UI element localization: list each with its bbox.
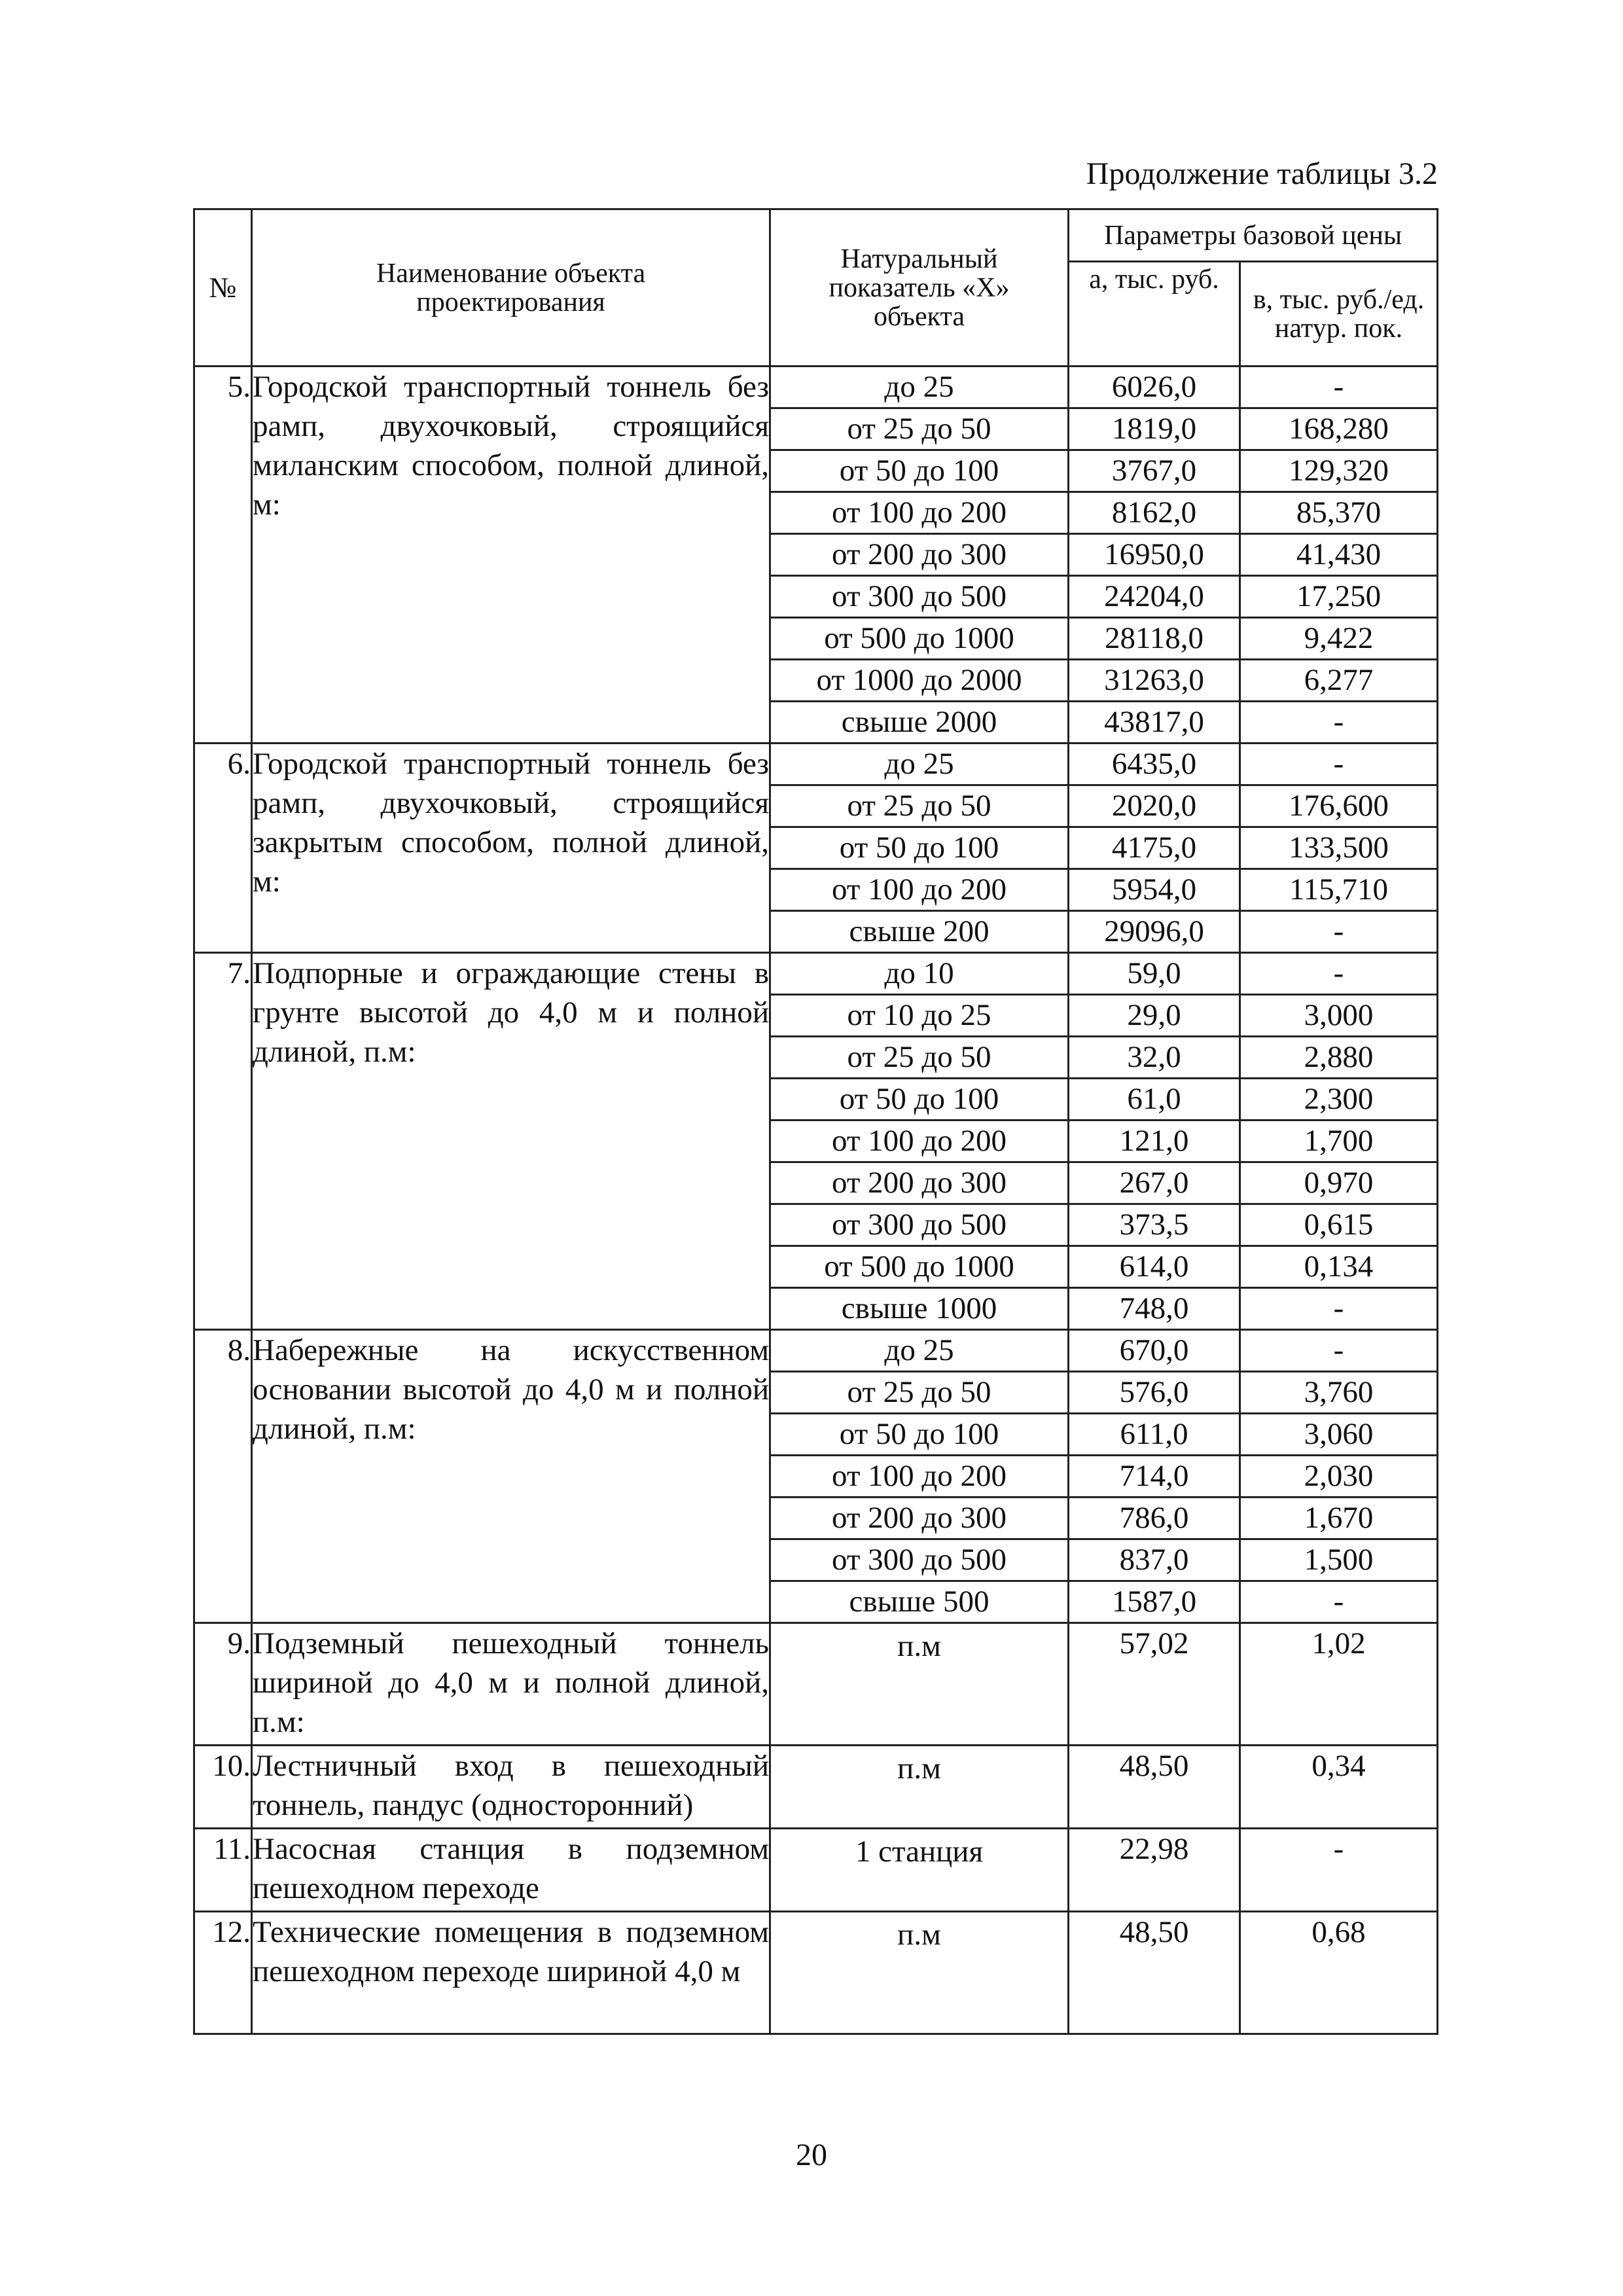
item-name (252, 1623, 770, 1746)
param-b-value: 6,277 (1240, 660, 1438, 702)
table-row (194, 1912, 1438, 2034)
indicator-unit: п.м (770, 1746, 1069, 1829)
param-a-value: 24204,0 (1069, 576, 1240, 618)
table-row (194, 1746, 1438, 1829)
indicator-range: от 50 до 100 (770, 1414, 1069, 1456)
item-number: 11. (194, 1829, 252, 1912)
indicator-range: от 10 до 25 (770, 995, 1069, 1037)
param-b-value: - (1240, 744, 1438, 785)
param-b-value: 1,500 (1240, 1539, 1438, 1581)
param-b-value: - (1240, 702, 1438, 744)
param-b-value: 168,280 (1240, 408, 1438, 450)
param-b-value: 9,422 (1240, 618, 1438, 660)
param-a-value: 3767,0 (1069, 450, 1240, 492)
item-name (252, 1746, 770, 1829)
param-b-value: 0,970 (1240, 1162, 1438, 1204)
param-a-value: 22,98 (1069, 1829, 1240, 1912)
param-b-value: 1,670 (1240, 1498, 1438, 1539)
param-b-value: 0,134 (1240, 1246, 1438, 1288)
item-name (252, 1330, 770, 1623)
item-name-text: Подземный пешеходный тоннель шириной до 4,0 м и полной длиной, п.м: (253, 1626, 769, 1739)
param-b-value: 2,300 (1240, 1079, 1438, 1121)
indicator-range: от 50 до 100 (770, 1079, 1069, 1121)
indicator-range: от 25 до 50 (770, 1372, 1069, 1414)
indicator-unit: п.м (770, 1912, 1069, 2034)
param-a-value: 43817,0 (1069, 702, 1240, 744)
param-a-value: 611,0 (1069, 1414, 1240, 1456)
param-b-value: - (1240, 911, 1438, 953)
item-number: 7. (194, 953, 252, 1330)
param-b-value: - (1240, 1330, 1438, 1372)
indicator-range: от 200 до 300 (770, 1162, 1069, 1204)
indicator-range: до 25 (770, 1330, 1069, 1372)
item-name (252, 953, 770, 1330)
param-a-value: 28118,0 (1069, 618, 1240, 660)
indicator-range: до 25 (770, 367, 1069, 408)
table-row (194, 367, 1438, 408)
indicator-range: от 300 до 500 (770, 576, 1069, 618)
param-b-value: - (1240, 1581, 1438, 1623)
param-a-value: 48,50 (1069, 1746, 1240, 1829)
param-b-value: 3,060 (1240, 1414, 1438, 1456)
param-a-value: 786,0 (1069, 1498, 1240, 1539)
param-a-value: 8162,0 (1069, 492, 1240, 534)
param-a-value: 4175,0 (1069, 827, 1240, 869)
indicator-range: от 500 до 1000 (770, 618, 1069, 660)
param-b-value: 85,370 (1240, 492, 1438, 534)
table-caption: Продолжение таблицы 3.2 (1086, 156, 1438, 191)
item-name-text: Городской транспортный тоннель без рамп, двухочковый, строящийся миланским способом, полной длиной, м: (253, 370, 769, 522)
indicator-range: до 10 (770, 953, 1069, 995)
indicator-range: свыше 500 (770, 1581, 1069, 1623)
item-number: 8. (194, 1330, 252, 1623)
header-b: в, тыс. руб./ед. натур. пок. (1240, 262, 1438, 367)
table-row (194, 1330, 1438, 1372)
indicator-range: до 25 (770, 744, 1069, 785)
param-b-value: 1,700 (1240, 1121, 1438, 1162)
param-b-value: 176,600 (1240, 785, 1438, 827)
param-a-value: 5954,0 (1069, 869, 1240, 911)
param-b-value: 0,68 (1240, 1912, 1438, 2034)
param-a-value: 714,0 (1069, 1456, 1240, 1498)
header-params: Параметры базовой цены (1069, 209, 1438, 262)
param-b-value: 129,320 (1240, 450, 1438, 492)
param-b-value: 2,030 (1240, 1456, 1438, 1498)
indicator-range: от 500 до 1000 (770, 1246, 1069, 1288)
param-b-value: 2,880 (1240, 1037, 1438, 1079)
item-name-text: Подпорные и ограждающие стены в грунте высотой до 4,0 м и полной длиной, п.м: (253, 956, 769, 1069)
item-name-text: Набережные на искусственном основании высотой до 4,0 м и полной длиной, п.м: (253, 1333, 769, 1446)
indicator-range: от 100 до 200 (770, 1456, 1069, 1498)
indicator-range: от 50 до 100 (770, 450, 1069, 492)
indicator-range: от 100 до 200 (770, 1121, 1069, 1162)
indicator-range: от 25 до 50 (770, 785, 1069, 827)
param-b-value: 1,02 (1240, 1623, 1438, 1746)
item-number: 9. (194, 1623, 252, 1746)
item-number: 10. (194, 1746, 252, 1829)
param-a-value: 29,0 (1069, 995, 1240, 1037)
indicator-range: от 50 до 100 (770, 827, 1069, 869)
table-row (194, 744, 1438, 785)
param-b-value: 3,760 (1240, 1372, 1438, 1414)
item-name-text: Лестничный вход в пешеходный тоннель, пандус (односторонний) (253, 1749, 769, 1822)
page-number: 20 (796, 2138, 827, 2172)
indicator-range: от 1000 до 2000 (770, 660, 1069, 702)
item-name (252, 1912, 770, 2034)
param-a-value: 61,0 (1069, 1079, 1240, 1121)
item-name (252, 1829, 770, 1912)
param-a-value: 29096,0 (1069, 911, 1240, 953)
param-a-value: 267,0 (1069, 1162, 1240, 1204)
item-number: 6. (194, 744, 252, 953)
param-a-value: 1819,0 (1069, 408, 1240, 450)
param-b-value: 133,500 (1240, 827, 1438, 869)
item-number: 12. (194, 1912, 252, 2034)
item-name (252, 367, 770, 744)
param-a-value: 1587,0 (1069, 1581, 1240, 1623)
item-number: 5. (194, 367, 252, 744)
indicator-range: от 25 до 50 (770, 1037, 1069, 1079)
price-table (193, 208, 1438, 2035)
indicator-range: от 300 до 500 (770, 1204, 1069, 1246)
param-b-value: - (1240, 953, 1438, 995)
param-b-value: - (1240, 367, 1438, 408)
param-a-value: 6435,0 (1069, 744, 1240, 785)
indicator-range: от 100 до 200 (770, 869, 1069, 911)
item-name-text: Технические помещения в подземном пешеходном переходе шириной 4,0 м (253, 1915, 769, 1988)
indicator-range: от 200 до 300 (770, 534, 1069, 576)
indicator-unit: п.м (770, 1623, 1069, 1746)
param-a-value: 576,0 (1069, 1372, 1240, 1414)
indicator-range: свыше 200 (770, 911, 1069, 953)
param-a-value: 2020,0 (1069, 785, 1240, 827)
table-row (194, 953, 1438, 995)
param-a-value: 16950,0 (1069, 534, 1240, 576)
param-a-value: 32,0 (1069, 1037, 1240, 1079)
item-name (252, 744, 770, 953)
param-a-value: 837,0 (1069, 1539, 1240, 1581)
table-row (194, 1829, 1438, 1912)
param-a-value: 31263,0 (1069, 660, 1240, 702)
item-name-text: Насосная станция в подземном пешеходном переходе (253, 1832, 769, 1905)
param-b-value: 41,430 (1240, 534, 1438, 576)
param-b-value: 0,34 (1240, 1746, 1438, 1829)
param-a-value: 6026,0 (1069, 367, 1240, 408)
indicator-range: от 25 до 50 (770, 408, 1069, 450)
table-row (194, 1623, 1438, 1746)
indicator-range: свыше 1000 (770, 1288, 1069, 1330)
indicator-range: свыше 2000 (770, 702, 1069, 744)
param-a-value: 373,5 (1069, 1204, 1240, 1246)
param-b-value: - (1240, 1829, 1438, 1912)
header-indicator: Натуральный показатель «Х» объекта (770, 209, 1069, 367)
param-a-value: 121,0 (1069, 1121, 1240, 1162)
header-a: а, тыс. руб. (1069, 262, 1240, 367)
param-b-value: 3,000 (1240, 995, 1438, 1037)
param-a-value: 670,0 (1069, 1330, 1240, 1372)
item-name-text: Городской транспортный тоннель без рамп, двухочковый, строящийся закрытым способом, полной длиной, м: (253, 747, 769, 899)
indicator-range: от 300 до 500 (770, 1539, 1069, 1581)
param-a-value: 614,0 (1069, 1246, 1240, 1288)
param-b-value: 17,250 (1240, 576, 1438, 618)
header-name: Наименование объекта проектирования (252, 209, 770, 367)
param-a-value: 748,0 (1069, 1288, 1240, 1330)
param-b-value: 115,710 (1240, 869, 1438, 911)
param-b-value: 0,615 (1240, 1204, 1438, 1246)
header-no: № (194, 209, 252, 367)
indicator-range: от 100 до 200 (770, 492, 1069, 534)
indicator-unit: 1 станция (770, 1829, 1069, 1912)
param-a-value: 59,0 (1069, 953, 1240, 995)
param-b-value: - (1240, 1288, 1438, 1330)
param-a-value: 48,50 (1069, 1912, 1240, 2034)
indicator-range: от 200 до 300 (770, 1498, 1069, 1539)
param-a-value: 57,02 (1069, 1623, 1240, 1746)
